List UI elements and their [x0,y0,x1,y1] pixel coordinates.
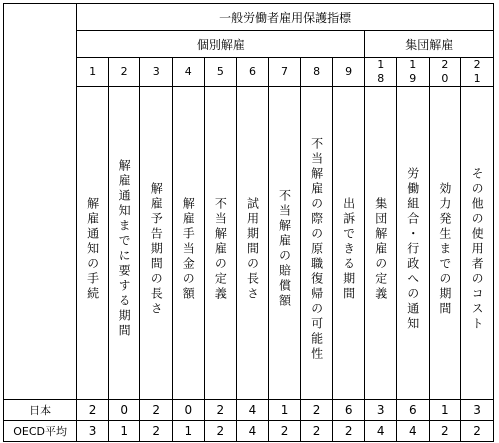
column-header [237,87,269,400]
column-header [173,87,205,400]
column-header-text: 出訴できる期間 [341,196,356,302]
column-header-text: 解雇通知までに要する期間 [117,159,132,339]
column-number-text: 21 [470,58,484,86]
column-number [204,58,237,87]
table-cell: 1 [268,400,301,421]
column-header-text: 集団解雇の定義 [373,196,388,302]
column-header-text: 解雇通知の手続 [85,196,100,302]
table-cell: 1 [429,400,461,421]
column-number [429,58,461,87]
table-cell: 6 [332,400,365,421]
row-label: 日本 [4,400,77,421]
employment-protection-table [3,3,494,442]
column-header [77,87,109,400]
column-number-text: 8 [310,65,324,79]
table-cell: 2 [204,421,237,442]
table-cell: 4 [397,421,430,442]
column-header [365,87,397,400]
column-number-text: 3 [149,65,163,79]
column-number [461,58,494,87]
column-header-text: 不当解雇の際の原職復帰の可能性 [309,136,324,362]
table-cell: 1 [173,421,205,442]
table-cell: 2 [332,421,365,442]
column-header [461,87,494,400]
column-header-text: 効力発生までの期間 [437,181,452,317]
column-header [268,87,301,400]
table-cell: 4 [237,421,269,442]
table-cell: 4 [237,400,269,421]
column-number [108,58,140,87]
row-label: OECD平均 [4,421,77,442]
column-header-text: 労働組合・行政への通知 [405,166,420,332]
column-number [140,58,173,87]
table-cell: 2 [268,421,301,442]
column-number [237,58,269,87]
column-number [77,58,109,87]
table-cell: 2 [301,400,333,421]
column-number-text: 5 [213,65,227,79]
table-cell: 2 [140,421,173,442]
table-cell: 2 [140,400,173,421]
table-cell: 3 [461,400,494,421]
table-cell: 0 [108,400,140,421]
column-number [268,58,301,87]
table-cell: 2 [461,421,494,442]
column-number-text: 1 [86,65,100,79]
group-individual-dismissal: 個別解雇 [77,31,365,58]
table-row-japan [4,400,494,421]
column-header [204,87,237,400]
column-number-text: 20 [438,58,452,86]
column-header-text: 不当解雇の定義 [213,196,228,302]
table-cell: 2 [429,421,461,442]
table-cell: 1 [108,421,140,442]
column-header-text: 試用期間の長さ [245,196,260,302]
column-number-text: 2 [117,65,131,79]
column-number [332,58,365,87]
corner-cell [4,4,77,400]
column-header-text: 不当解雇の賠償額 [277,189,292,309]
column-label-row [4,87,494,400]
column-number-text: 19 [406,58,420,86]
table-cell: 3 [365,400,397,421]
column-number-text: 4 [181,65,195,79]
column-header [108,87,140,400]
column-number [397,58,430,87]
column-number-text: 7 [278,65,291,79]
column-number-text: 18 [374,58,388,86]
table-cell: 3 [77,421,109,442]
table-cell: 4 [365,421,397,442]
column-header-text: その他の使用者のコスト [470,166,485,332]
table-cell: 2 [77,400,109,421]
column-header [140,87,173,400]
table-cell: 2 [204,400,237,421]
table-cell: 2 [301,421,333,442]
column-number-text: 9 [342,65,356,79]
column-header-text: 解雇予告期間の長さ [149,181,164,317]
table-cell: 6 [397,400,430,421]
column-header [332,87,365,400]
column-header [397,87,430,400]
column-number-text: 6 [245,65,259,79]
table-cell: 0 [173,400,205,421]
group-collective-dismissal: 集団解雇 [365,31,494,58]
column-header [429,87,461,400]
column-number [365,58,397,87]
column-number [173,58,205,87]
column-header [301,87,333,400]
table-title: 一般労働者雇用保護指標 [77,4,494,31]
table-row-oecd-average [4,421,494,442]
column-header-text: 解雇手当金の額 [181,196,196,302]
column-number-row [4,58,494,87]
column-number [301,58,333,87]
